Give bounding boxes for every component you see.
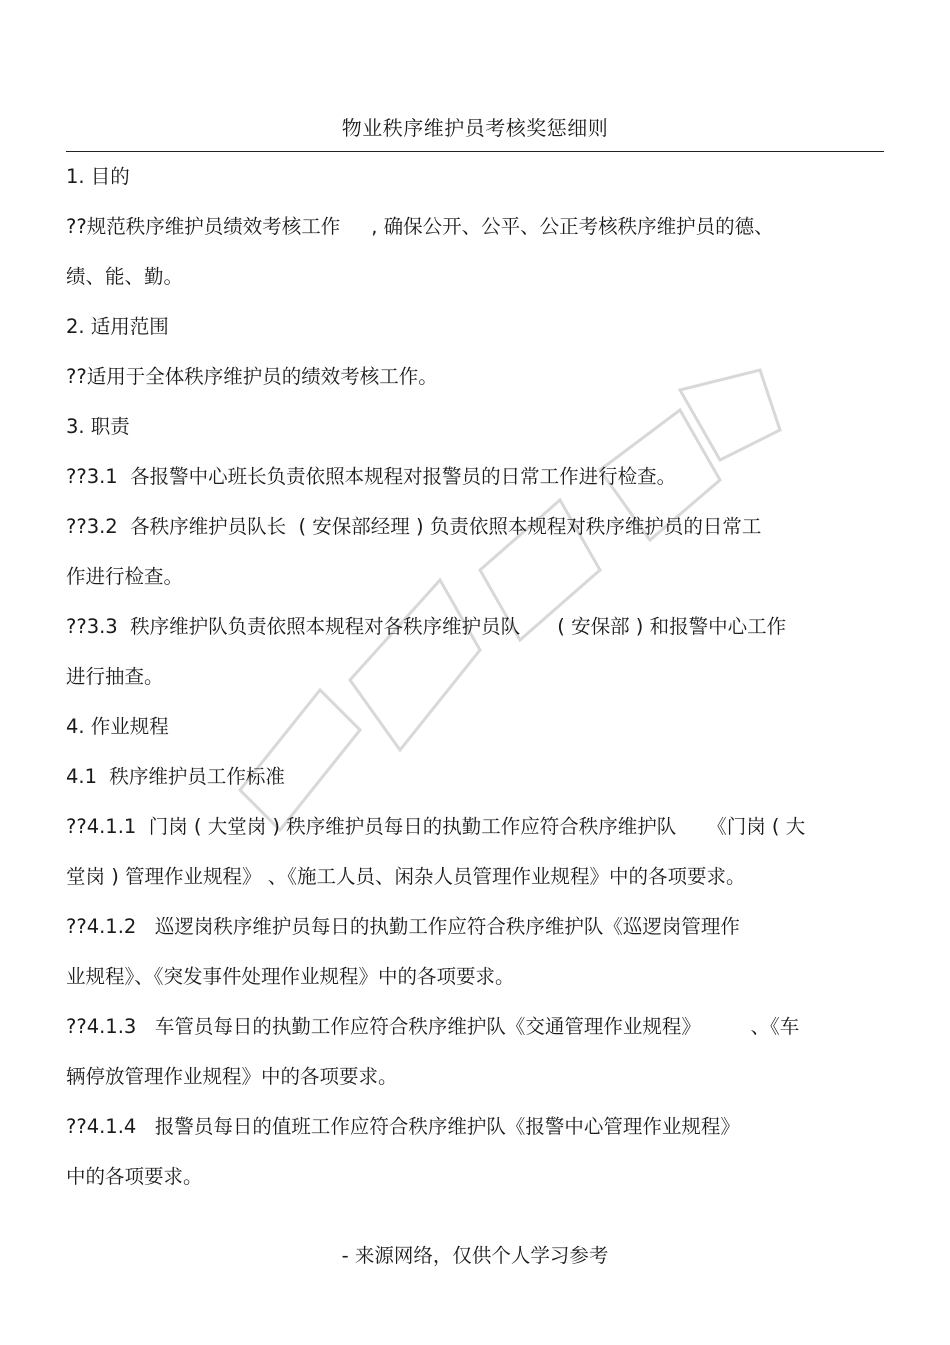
watermark xyxy=(180,350,880,870)
section-3-heading: 3. 职责 xyxy=(66,415,130,438)
paragraph-line: ??规范秩序维护员绩效考核工作 , 确保公开、公平、公正考核秩序维护员的德、 xyxy=(66,215,774,238)
paragraph-line: 进行抽查。 xyxy=(66,665,164,688)
subsection-4-1-heading: 4.1 秩序维护员工作标准 xyxy=(66,765,285,788)
paragraph-line: ??3.1 各报警中心班长负责依照本规程对报警员的日常工作进行检查。 xyxy=(66,465,677,488)
paragraph-line: 绩、能、勤。 xyxy=(66,265,184,288)
section-4-heading: 4. 作业规程 xyxy=(66,715,169,738)
paragraph-line: ??4.1.2 巡逻岗秩序维护员每日的执勤工作应符合秩序维护队《巡逻岗管理作 xyxy=(66,915,740,938)
paragraph-line: 中的各项要求。 xyxy=(66,1165,203,1188)
paragraph-line: 堂岗 ) 管理作业规程》 、《施工人员、闲杂人员管理作业规程》中的各项要求。 xyxy=(66,865,746,888)
paragraph-line: 业规程》、《突发事件处理作业规程》中的各项要求。 xyxy=(66,965,515,988)
paragraph-line: 辆停放管理作业规程》中的各项要求。 xyxy=(66,1065,398,1088)
document-title: 物业秩序维护员考核奖惩细则 xyxy=(341,116,609,140)
paragraph-line: ??3.2 各秩序维护员队长 ( 安保部经理 ) 负责依照本规程对秩序维护员的日常工 xyxy=(66,515,762,538)
paragraph-line: ??4.1.4 报警员每日的值班工作应符合秩序维护队《报警中心管理作业规程》 xyxy=(66,1115,740,1138)
paragraph-line: 作进行检查。 xyxy=(66,565,184,588)
paragraph-line: ??4.1.3 车管员每日的执勤工作应符合秩序维护队《交通管理作业规程》 、《车 xyxy=(66,1015,800,1038)
page-footer: - 来源网络，仅供个人学习参考 xyxy=(341,1244,609,1267)
paragraph-line: ??适用于全体秩序维护员的绩效考核工作。 xyxy=(66,365,438,388)
title-divider xyxy=(66,151,884,152)
section-1-heading: 1. 目的 xyxy=(66,165,130,188)
section-2-heading: 2. 适用范围 xyxy=(66,315,169,338)
paragraph-line: ??4.1.1 门岗 ( 大堂岗 ) 秩序维护员每日的执勤工作应符合秩序维护队 《门岗 ( 大 xyxy=(66,815,806,838)
paragraph-line: ??3.3 秩序维护队负责依照本规程对各秩序维护员队 ( 安保部 ) 和报警中心工作 xyxy=(66,615,787,638)
